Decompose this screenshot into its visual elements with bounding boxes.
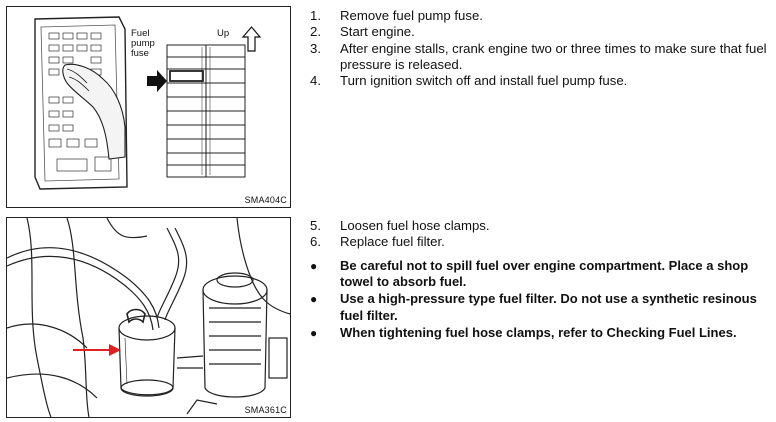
- red-arrow-icon: [73, 344, 121, 356]
- step-number: 5.: [310, 218, 321, 233]
- figure-label: SMA404C: [244, 195, 287, 205]
- step-text: Remove fuel pump fuse.: [340, 8, 483, 23]
- caution-text: Be careful not to spill fuel over engine compartment. Place a shop towel to absorb fuel.: [340, 258, 749, 290]
- step-number: 4.: [310, 73, 321, 89]
- step-text: Loosen fuel hose clamps.: [340, 218, 490, 233]
- bullet-icon: ●: [310, 325, 318, 340]
- fuel-filter-illustration: [7, 218, 290, 417]
- caution-text: Use a high-pressure type fuel filter. Do not use a synthetic resinous fuel filter.: [340, 291, 757, 323]
- caution-item: [310, 325, 772, 341]
- up-callout: Up: [217, 28, 230, 39]
- fuel-pump-fuse-callout: Fuel pump fuse: [131, 28, 155, 59]
- up-arrow-icon: [243, 27, 260, 51]
- step-text: Turn ignition switch off and install fuel pump fuse.: [340, 73, 628, 89]
- figure-label: SMA361C: [244, 405, 287, 415]
- steps-list-part2: [310, 218, 772, 251]
- caution-item: [310, 291, 772, 323]
- step-item: [310, 24, 772, 40]
- bullet-icon: ●: [310, 259, 318, 273]
- steps-list-part1: [310, 8, 772, 89]
- caution-item: [310, 258, 772, 290]
- step-number: 1.: [310, 8, 321, 23]
- figure-fuel-filter: [6, 217, 291, 418]
- step-text: Replace fuel filter.: [340, 234, 445, 250]
- bullet-icon: ●: [310, 292, 318, 307]
- pointer-arrow-icon: [147, 70, 167, 92]
- step-item: [310, 218, 772, 234]
- step-item: [310, 8, 772, 24]
- step-text: Start engine.: [340, 24, 415, 40]
- step-text: After engine stalls, crank engine two or three times to make sure that fuel pressure is released.: [340, 40, 767, 72]
- step-item: [310, 234, 772, 250]
- step-number: 6.: [310, 234, 321, 250]
- step-number: 2.: [310, 24, 321, 40]
- step-item: [310, 41, 772, 74]
- caution-text: When tightening fuel hose clamps, refer to Checking Fuel Lines.: [340, 324, 737, 340]
- figure-fuse-box: [6, 6, 291, 208]
- step-item: [310, 73, 772, 89]
- step-number: 3.: [310, 40, 321, 56]
- caution-list: [310, 258, 772, 342]
